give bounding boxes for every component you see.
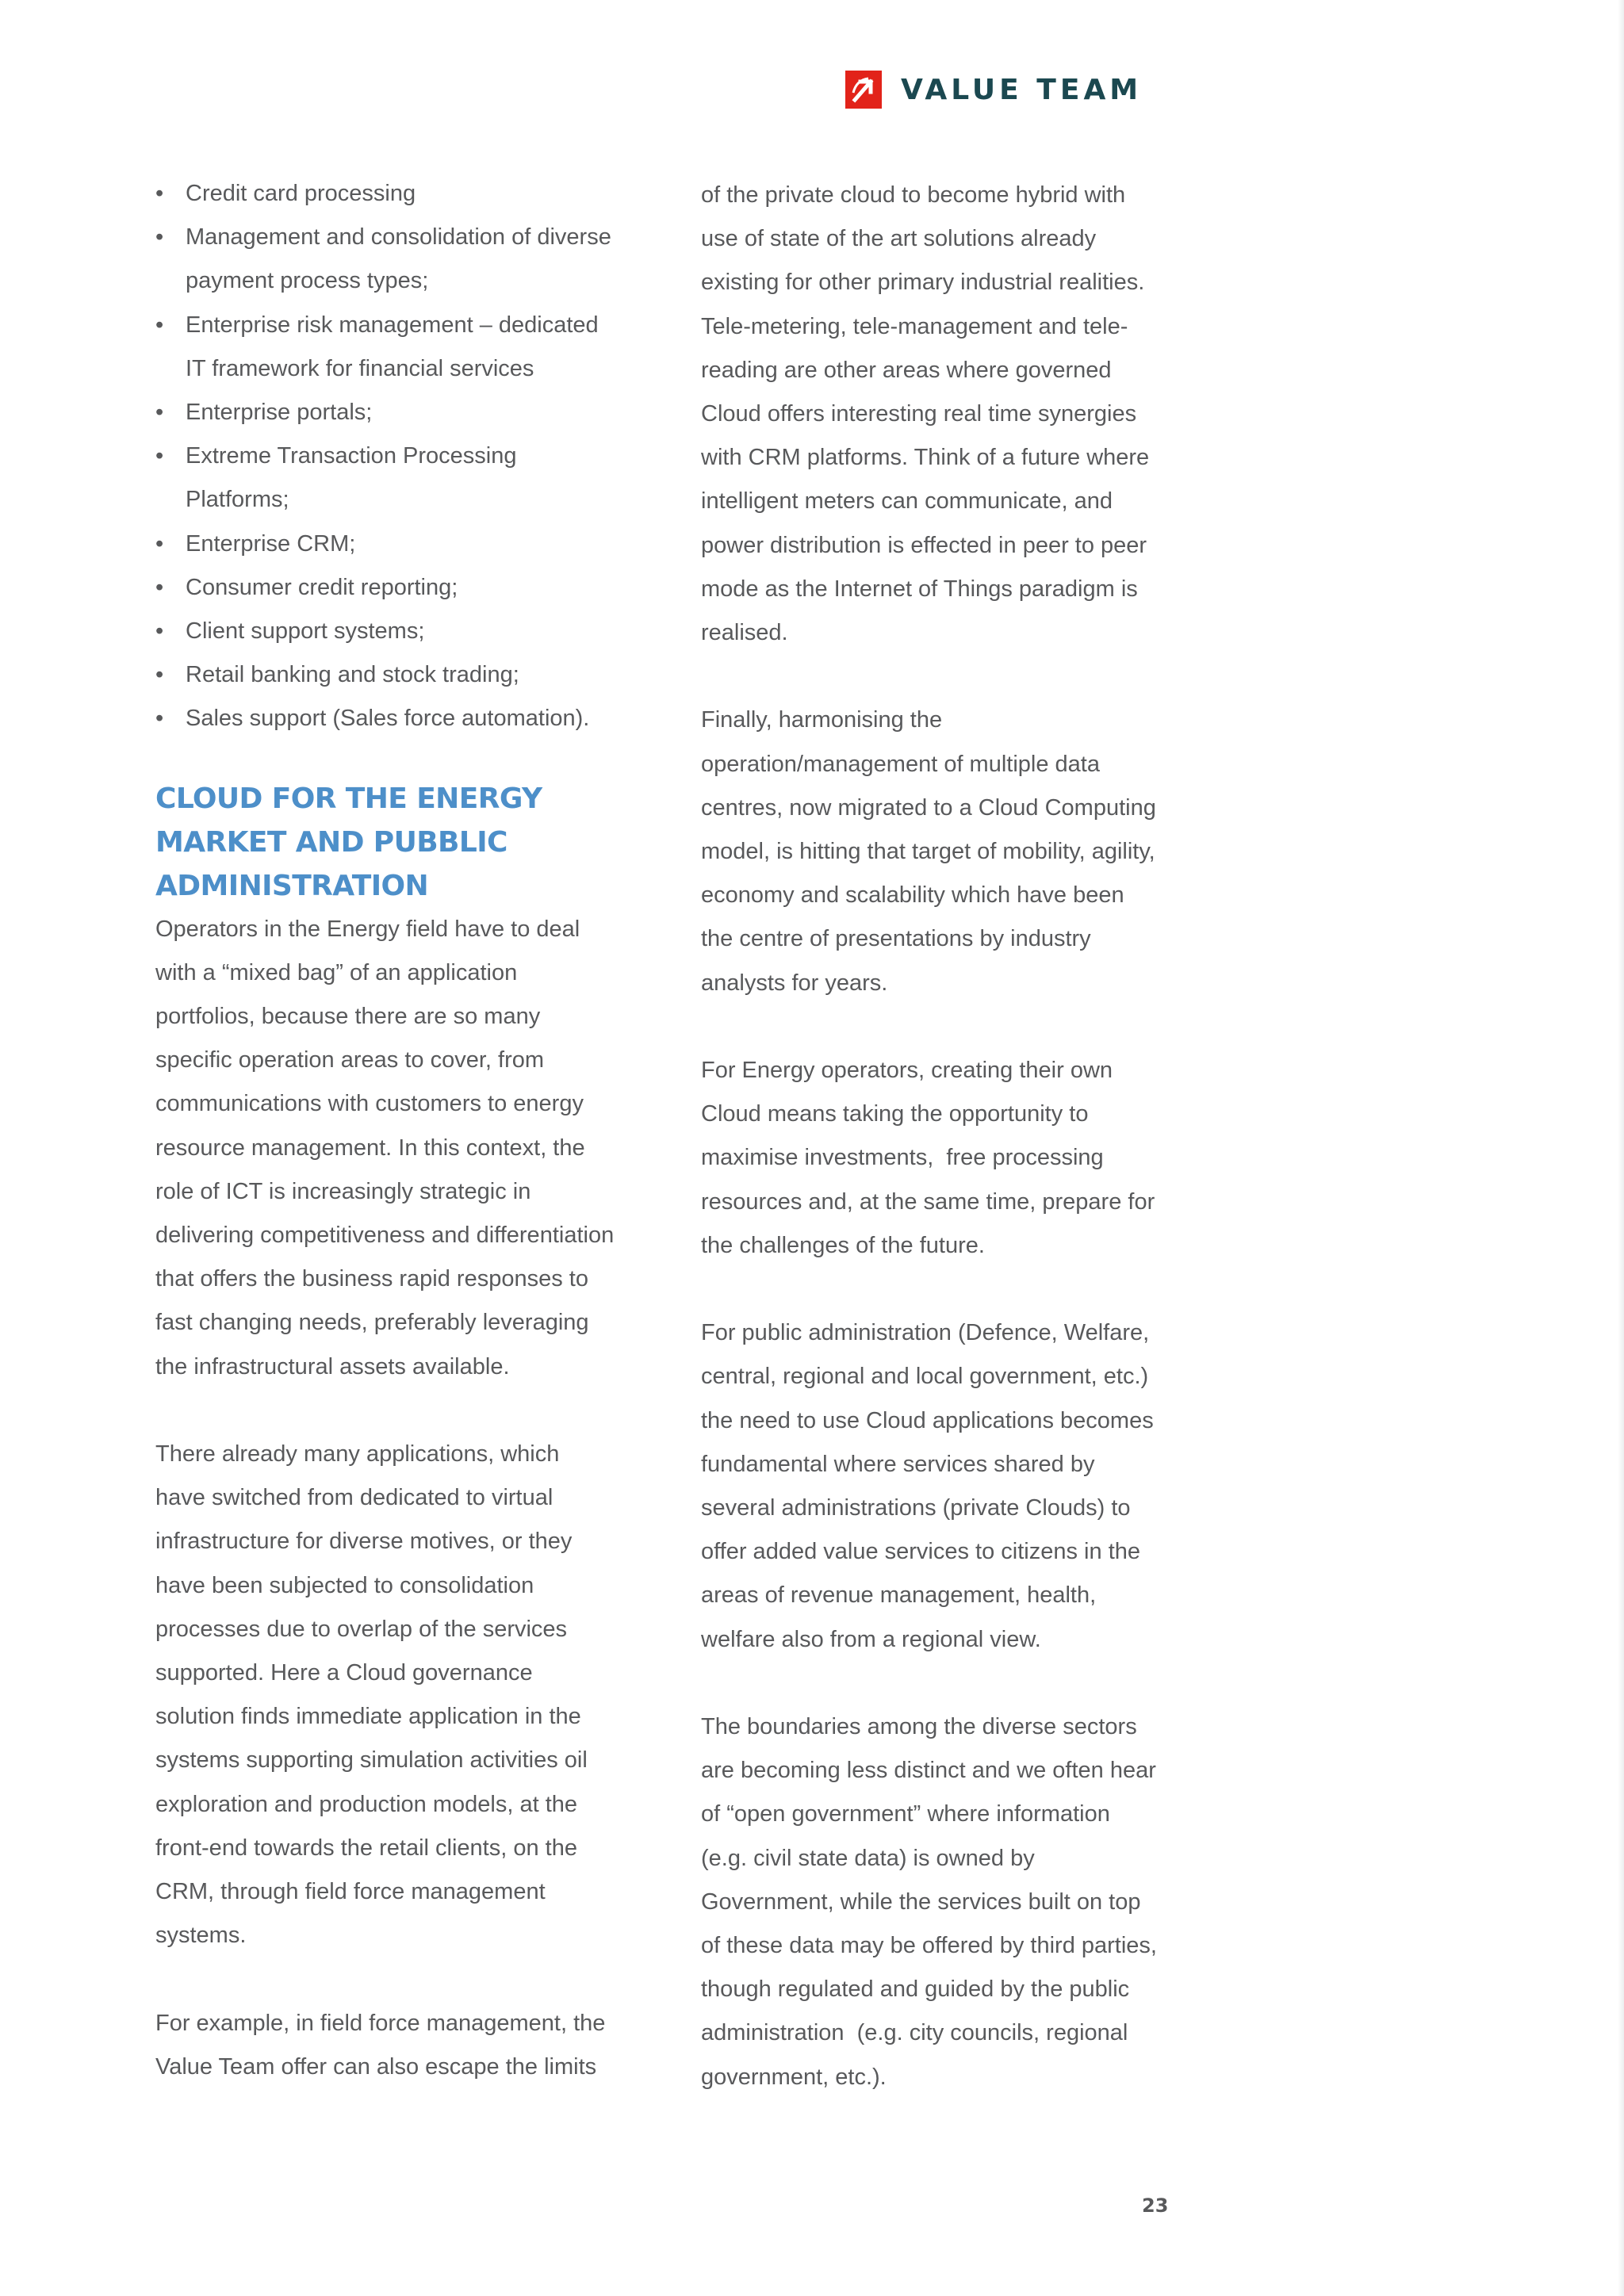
bullet-text-line: Client support systems; [186,618,425,645]
text-line: offer added value services to citizens in the [701,1539,1141,1565]
text-line: reading are other areas where governed [701,357,1112,383]
text-line: central, regional and local government, etc.) [701,1364,1149,1390]
text-line: Value Team offer can also escape the limits [155,2053,597,2080]
paragraph-gap [701,1268,1169,1311]
text-line: are becoming less distinct and we often hear [701,1758,1156,1784]
text-line: analysts for years. [701,970,888,996]
text-line: supported. Here a Cloud governance [155,1660,533,1686]
section-heading-line: ADMINISTRATION [155,869,429,902]
section-heading-line: CLOUD FOR THE ENERGY [155,782,542,815]
text-line: For example, in field force management, the [155,2010,606,2036]
paragraph-gap [155,1958,631,2002]
bullet-dot-icon: • [155,574,164,600]
text-line: the infrastructural assets available. [155,1353,510,1380]
bullet-text-line: Extreme Transaction Processing [186,443,517,469]
bullet-item [155,304,631,391]
text-line: front-end towards the retail clients, on the [155,1835,577,1861]
text-line: centres, now migrated to a Cloud Computing [701,794,1156,821]
body-paragraph [701,698,1169,1004]
page-number: 23 [1142,2195,1169,2217]
body-paragraph [701,1049,1169,1268]
text-line: intelligent meters can communicate, and [701,488,1113,515]
text-line: have been subjected to consolidation [155,1572,534,1598]
text-line: Cloud means taking the opportunity to [701,1101,1089,1127]
text-line: model, is hitting that target of mobility, agility, [701,839,1155,865]
value-team-logo [845,70,1142,109]
text-line: processes due to overlap of the services [155,1616,568,1642]
text-line: administration (e.g. city councils, regional [701,2020,1128,2046]
bullet-dot-icon: • [155,181,164,206]
text-line: power distribution is effected in peer to peer [701,532,1147,558]
bullet-text-line: Sales support (Sales force automation). [186,706,590,732]
text-line: For Energy operators, creating their own [701,1058,1113,1084]
text-line: Operators in the Energy field have to deal [155,916,580,942]
text-line: CRM, through field force management [155,1879,546,1905]
right-column [701,174,1169,2099]
bullet-dot-icon: • [155,224,164,251]
bullet-dot-icon: • [155,312,164,338]
bullet-dot-icon: • [155,400,164,426]
right-body-text [701,174,1169,2099]
text-line: exploration and production models, at the [155,1791,578,1817]
text-line: that offers the business rapid responses to [155,1266,588,1292]
text-line: delivering competitiveness and differentiation [155,1223,615,1249]
body-paragraph [155,2002,631,2089]
text-line: The boundaries among the diverse sectors [701,1714,1137,1740]
bullet-item [155,216,631,303]
paragraph-gap [701,1662,1169,1705]
text-line: the need to use Cloud applications becomes [701,1407,1154,1433]
text-line: systems supporting simulation activities oil [155,1747,588,1774]
body-paragraph [701,1705,1169,2099]
bullet-text-line: Credit card processing [186,181,416,206]
text-line: areas of revenue management, health, [701,1582,1097,1609]
text-line: resource management. In this context, the [155,1135,585,1161]
bullet-dot-icon: • [155,618,164,645]
body-paragraph [701,1311,1169,1662]
text-line: operation/management of multiple data [701,751,1100,777]
value-team-logo-icon [845,71,882,109]
text-line: Cloud offers interesting real time synergies [701,401,1137,427]
left-column [155,172,631,2089]
bullet-item [155,172,631,216]
text-line: There already many applications, which [155,1441,560,1468]
text-line: with a “mixed bag” of an application [155,959,518,985]
brand-name: VALUE TEAM [901,73,1143,106]
text-line: welfare also from a regional view. [701,1626,1041,1652]
paragraph-gap [701,1005,1169,1049]
text-line: existing for other primary industrial realities. [701,270,1145,296]
bullet-dot-icon: • [155,706,164,732]
text-line: (e.g. civil state data) is owned by [701,1845,1035,1871]
bullet-text-line: IT framework for financial services [186,355,534,381]
text-line: of these data may be offered by third parties, [701,1933,1157,1959]
bullet-item [155,522,631,566]
text-line: communications with customers to energy [155,1091,584,1117]
bullet-dot-icon: • [155,662,164,688]
text-line: government, etc.). [701,2064,887,2090]
bullet-item [155,434,631,522]
page-edge-shade [1618,0,1624,2296]
text-line: Tele-metering, tele-management and tele- [701,313,1128,339]
text-line: use of state of the art solutions already [701,226,1097,252]
bullet-text-line: Platforms; [186,487,289,513]
text-line: systems. [155,1923,247,1949]
text-line: with CRM platforms. Think of a future where [701,445,1150,471]
paragraph-gap [155,1389,631,1433]
text-line: realised. [701,620,788,646]
bullet-text-line: Enterprise portals; [186,400,373,426]
bullet-item [155,566,631,610]
section-heading [155,777,631,908]
bullet-item [155,391,631,434]
text-line: economy and scalability which have been [701,882,1124,909]
bullet-text-line: Retail banking and stock trading; [186,662,519,688]
bullet-item [155,653,631,697]
bullet-text-line: Consumer credit reporting; [186,574,458,600]
section-heading-line: MARKET AND PUBBLIC [155,825,508,859]
body-paragraph [701,174,1169,655]
bullet-dot-icon: • [155,443,164,469]
text-line: infrastructure for diverse motives, or they [155,1529,573,1555]
text-line: of “open government” where information [701,1801,1110,1827]
text-line: have switched from dedicated to virtual [155,1485,553,1511]
text-line: Government, while the services built on top [701,1888,1141,1915]
text-line: the centre of presentations by industry [701,926,1091,952]
text-line: several administrations (private Clouds) to [701,1495,1131,1521]
bullet-text-line: Enterprise risk management – dedicated [186,312,599,338]
text-line: role of ICT is increasingly strategic in [155,1178,531,1204]
text-line: fast changing needs, preferably leveraging [155,1310,589,1336]
text-line: maximise investments, free processing [701,1145,1104,1171]
text-line: resources and, at the same time, prepare for [701,1188,1155,1215]
body-paragraph [155,908,631,1389]
bullet-text-line: Enterprise CRM; [186,530,356,557]
text-line: fundamental where services shared by [701,1451,1095,1477]
text-line: specific operation areas to cover, from [155,1047,545,1073]
text-line: For public administration (Defence, Welfare, [701,1320,1150,1346]
bullet-dot-icon: • [155,530,164,557]
text-line: solution finds immediate application in the [155,1704,581,1730]
text-line: mode as the Internet of Things paradigm is [701,576,1138,602]
paragraph-gap [701,655,1169,698]
bullet-text-line: Management and consolidation of diverse [186,224,611,251]
text-line: Finally, harmonising the [701,707,943,733]
bullet-item [155,697,631,740]
text-line: portfolios, because there are so many [155,1004,541,1030]
text-line: though regulated and guided by the public [701,1976,1130,2003]
feature-bullet-list [155,172,631,741]
left-body-text [155,908,631,2089]
text-line: the challenges of the future. [701,1232,985,1258]
bullet-text-line: payment process types; [186,268,429,294]
body-paragraph [155,1433,631,1957]
text-line: of the private cloud to become hybrid with [701,182,1126,208]
bullet-item [155,610,631,653]
